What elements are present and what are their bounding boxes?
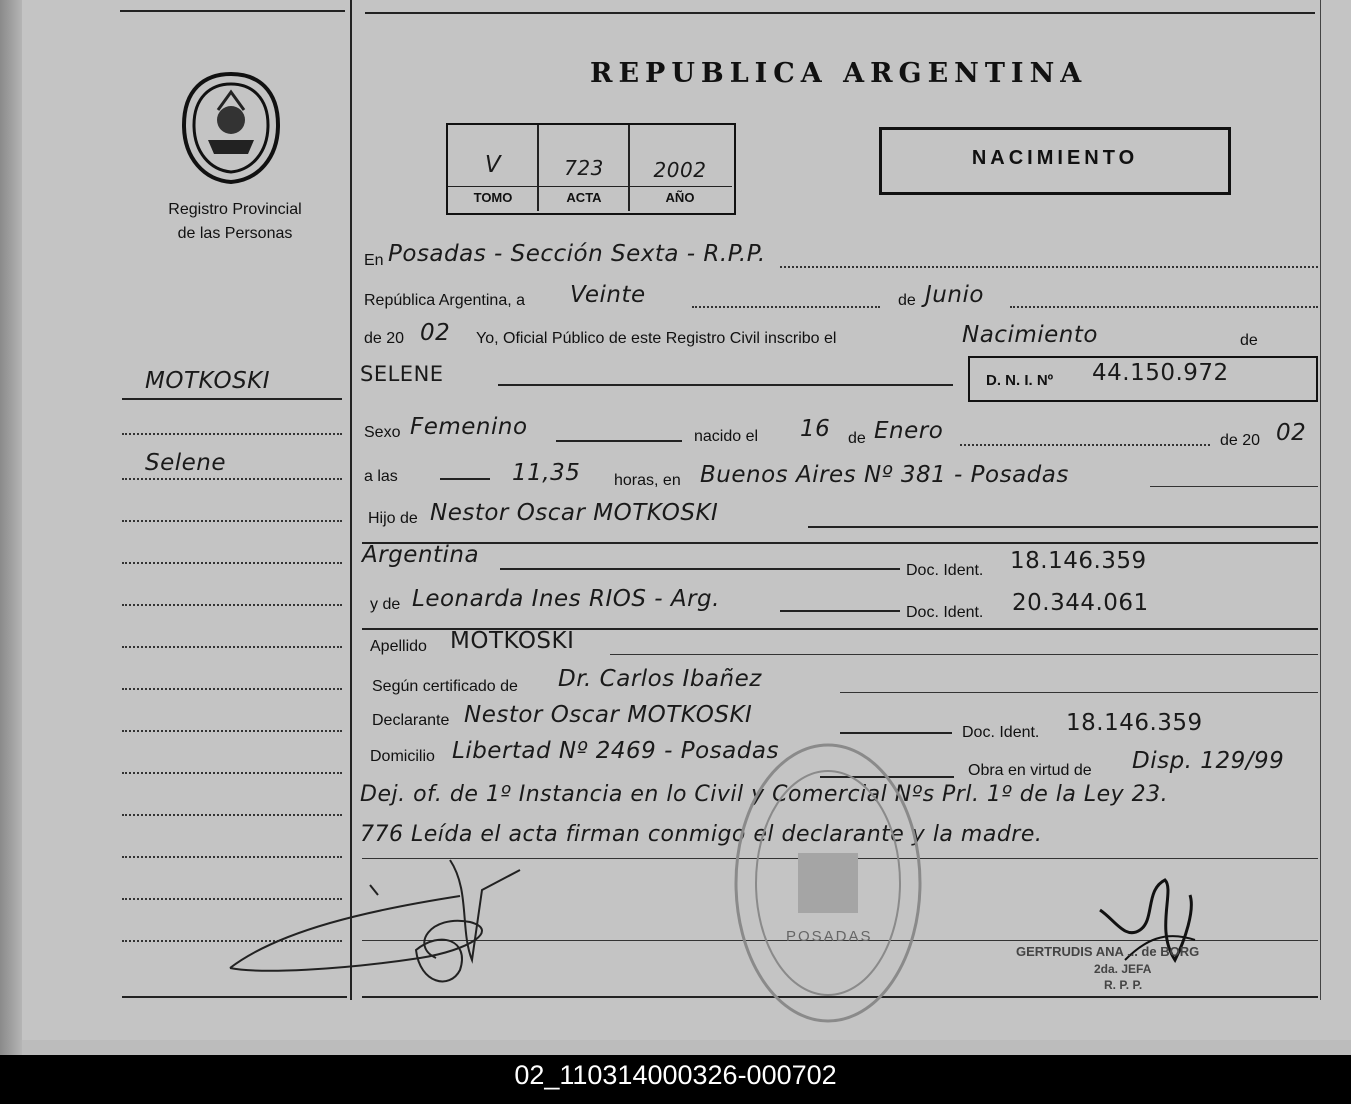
registration-place: Posadas - Sección Sexta - R.P.P. bbox=[388, 241, 766, 267]
margin-dotline bbox=[122, 562, 342, 564]
margin-dotline bbox=[122, 646, 342, 648]
act-type: Nacimiento bbox=[962, 322, 1098, 348]
birth-year-label: de 20 bbox=[1220, 432, 1261, 449]
margin-dotline bbox=[122, 433, 342, 435]
father-nationality-rule bbox=[500, 568, 900, 570]
born-label: nacido el bbox=[694, 428, 759, 445]
book-page-edge bbox=[0, 0, 22, 1055]
notes-line-1: Dej. of. de 1º Instancia en lo Civil y Comercial Nºs Prl. 1º de la Ley 23. bbox=[360, 782, 1169, 807]
surname-value: MOTKOSKI bbox=[450, 628, 575, 654]
time-label: a las bbox=[364, 468, 398, 485]
sex-rule bbox=[556, 440, 682, 442]
surname-label: Apellido bbox=[370, 638, 427, 655]
declarant-signature-icon bbox=[220, 850, 540, 1000]
registration-day: Veinte bbox=[570, 282, 646, 308]
registration-month: Junio bbox=[925, 282, 984, 308]
mother-name: Leonarda Ines RIOS - Arg. bbox=[412, 586, 720, 612]
official-office-stamp: R. P. P. bbox=[1104, 978, 1143, 992]
dni-label: D. N. I. Nº bbox=[986, 372, 1054, 389]
form-top-rule bbox=[365, 12, 1315, 14]
acta-label: ACTA bbox=[566, 190, 602, 205]
birth-month-label: de bbox=[848, 430, 866, 447]
hours-label: horas, en bbox=[614, 472, 681, 489]
declarant-doc-label: Doc. Ident. bbox=[962, 724, 1040, 741]
sex-label: Sexo bbox=[364, 424, 401, 441]
margin-given-name: Selene bbox=[145, 450, 227, 476]
tomo-label: TOMO bbox=[473, 190, 513, 205]
image-id-caption: 02_110314000326-000702 bbox=[0, 1055, 1351, 1104]
declarant-name: Nestor Oscar MOTKOSKI bbox=[464, 702, 753, 728]
surname-rule bbox=[610, 654, 1318, 655]
birth-place: Buenos Aires Nº 381 - Posadas bbox=[700, 462, 1069, 488]
month-label: de bbox=[898, 292, 916, 309]
birth-month: Enero bbox=[874, 418, 944, 444]
day-dotline bbox=[692, 306, 880, 308]
ano-value: 2002 bbox=[653, 158, 707, 182]
registration-year: 02 bbox=[420, 320, 451, 346]
stamp-city: POSADAS bbox=[786, 928, 873, 945]
time-dash bbox=[440, 478, 490, 480]
form-right-rule bbox=[1320, 0, 1321, 1000]
margin-dotline bbox=[122, 772, 342, 774]
address-label: Domicilio bbox=[370, 748, 435, 765]
margin-dotline bbox=[122, 688, 342, 690]
certificate-rule bbox=[840, 692, 1318, 693]
date-label: República Argentina, a bbox=[364, 292, 525, 309]
certificate-label: Según certificado de bbox=[372, 678, 518, 695]
ano-label: AÑO bbox=[665, 190, 695, 205]
official-name-stamp: GERTRUDIS ANA ... de BORG bbox=[1016, 944, 1200, 959]
address-value: Libertad Nº 2469 - Posadas bbox=[452, 738, 779, 764]
birth-month-dotline bbox=[960, 444, 1210, 446]
child-name: SELENE bbox=[360, 362, 444, 386]
margin-dotline bbox=[122, 478, 342, 480]
father-label: Hijo de bbox=[368, 510, 418, 527]
father-doc-number: 18.146.359 bbox=[1010, 548, 1147, 574]
declarant-rule bbox=[840, 732, 952, 734]
of-label: de bbox=[1240, 332, 1258, 349]
margin-dotline bbox=[122, 814, 342, 816]
registry-name-line1: Registro Provincial bbox=[168, 201, 302, 218]
margin-dotline bbox=[122, 730, 342, 732]
official-role-stamp: 2da. JEFA bbox=[1094, 962, 1152, 976]
record-type: NACIMIENTO bbox=[971, 147, 1139, 169]
mother-label: y de bbox=[370, 596, 401, 613]
tomo-value: V bbox=[484, 152, 502, 178]
certificate-physician: Dr. Carlos Ibañez bbox=[558, 666, 762, 692]
margin-dotline bbox=[122, 520, 342, 522]
margin-surname: MOTKOSKI bbox=[145, 368, 271, 394]
misiones-seal-icon bbox=[178, 70, 284, 186]
margin-dotline bbox=[122, 604, 342, 606]
father-nationality: Argentina bbox=[362, 542, 480, 568]
month-dotline bbox=[1010, 306, 1318, 308]
declarant-doc-number: 18.146.359 bbox=[1066, 710, 1203, 736]
dni-number: 44.150.972 bbox=[1092, 360, 1229, 386]
official-stamp-icon bbox=[728, 738, 928, 1028]
sex-value: Femenino bbox=[410, 414, 528, 440]
declarant-label: Declarante bbox=[372, 712, 450, 729]
officer-statement: Yo, Oficial Público de este Registro Civil inscribo el bbox=[476, 330, 837, 347]
margin-top-rule bbox=[120, 10, 345, 12]
registry-name-line2: de las Personas bbox=[177, 225, 293, 242]
birth-day: 16 bbox=[800, 416, 831, 442]
name-rule bbox=[498, 384, 953, 386]
country-title: REPUBLICA ARGENTINA bbox=[590, 58, 1088, 89]
father-doc-label: Doc. Ident. bbox=[906, 562, 984, 579]
disposition-reference: Disp. 129/99 bbox=[1132, 748, 1285, 774]
father-name-rule bbox=[808, 526, 1318, 528]
mother-doc-label: Doc. Ident. bbox=[906, 604, 984, 621]
notes-line-2: 776 Leída el acta firman conmigo el declarante y la madre. bbox=[360, 822, 1043, 847]
birth-place-rule bbox=[1150, 486, 1318, 487]
birth-year: 02 bbox=[1276, 420, 1307, 446]
place-dotline bbox=[780, 266, 1318, 268]
record-box-label-rule bbox=[448, 186, 732, 187]
authority-label: Obra en virtud de bbox=[968, 762, 1092, 779]
birth-time: 11,35 bbox=[512, 460, 581, 486]
margin-surname-rule bbox=[122, 398, 342, 400]
father-upper-rule bbox=[362, 542, 1318, 544]
mother-name-rule bbox=[780, 610, 900, 612]
place-label: En bbox=[364, 252, 384, 269]
year-label: de 20 bbox=[364, 330, 405, 347]
father-name: Nestor Oscar MOTKOSKI bbox=[430, 500, 719, 526]
mother-doc-number: 20.344.061 bbox=[1012, 590, 1149, 616]
acta-value: 723 bbox=[564, 156, 604, 180]
